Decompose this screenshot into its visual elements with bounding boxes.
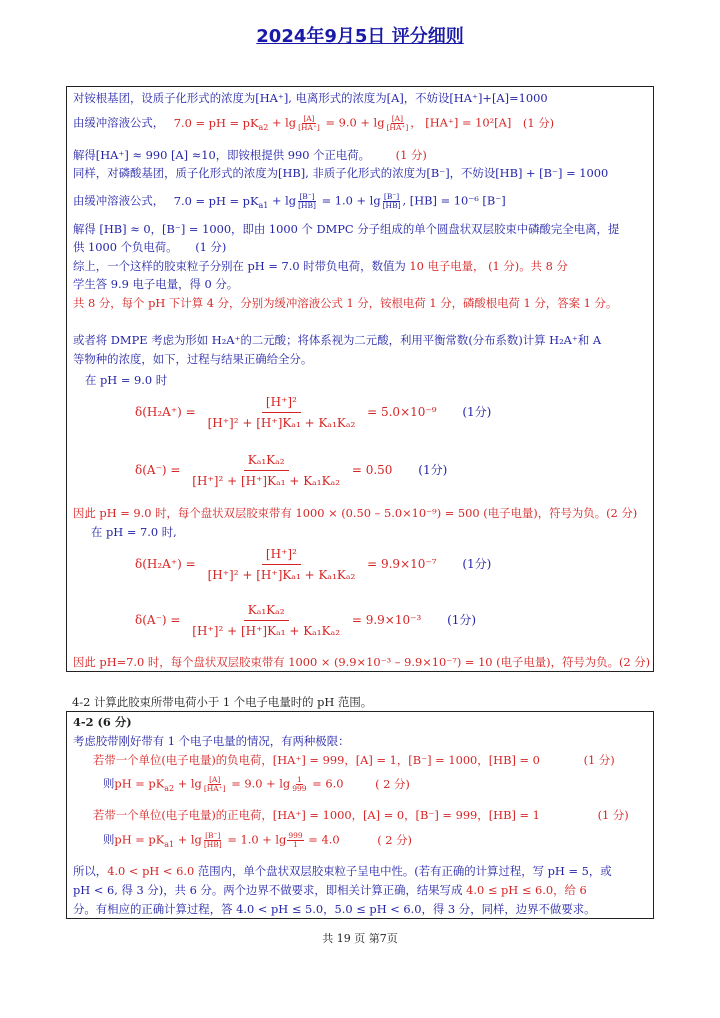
fraction: $\frac{[A]}{[HA^+]}$ bbox=[298, 114, 320, 132]
text-line: 共 8 分，每个 pH 下计算 4 分，分别为缓冲溶液公式 1 分，铵根电荷 1 分，磷酸根电荷 1 分，答案 1 分。 bbox=[73, 296, 618, 310]
distribution-equation: δ(H₂A⁺) = $\frac{\text{[H⁺]²}}{\text{[H⁺]² + [H⁺]Kₐ₁ + Kₐ₁Kₐ₂}}$ = 5.0×10⁻⁹ (1分) bbox=[135, 395, 492, 430]
text-line: 考虑胶带刚好带有 1 个电子电量的情况，有两种极限： bbox=[73, 734, 350, 748]
score: (1 分) bbox=[195, 240, 227, 254]
equation: 7.0 = pH = pK bbox=[173, 115, 259, 130]
section-heading: 4-2 (6 分) bbox=[73, 715, 132, 729]
scoring-box-4-1 bbox=[66, 86, 654, 672]
equation: ， [HA⁺] = 10²[A] bbox=[410, 115, 512, 130]
page-footer: 共 19 页 第7页 bbox=[322, 932, 398, 945]
text-line: 同样，对磷酸基团，质子化形式的浓度为[HB], 非质子化形式的浓度为[B⁻]，不妨设[HB] + [B⁻] = 1000 bbox=[73, 166, 609, 180]
subscript: a1 bbox=[258, 200, 269, 210]
fraction: $\frac{[A]}{[HA^+]}$ bbox=[203, 775, 226, 793]
equation-line: 则pH = $pK_{a1} + \lg$ $\frac{[B^-]}{[HB]}$ = 1.0 + lg $\frac{999}{1}$ = 4.0 ( 2 分) bbox=[103, 831, 412, 849]
score: (1分) bbox=[462, 557, 492, 571]
buffer-equation-line bbox=[73, 193, 506, 213]
distribution-equation: δ(A⁻) = $\frac{\text{Kₐ₁Kₐ₂}}{\text{[H⁺]² + [H⁺]Kₐ₁ + Kₐ₁Kₐ₂}}$ = 0.50 (1分) bbox=[135, 453, 448, 488]
fraction: $\frac{[B^-]}{[HB]}$ bbox=[203, 831, 222, 849]
subscript: a2 bbox=[258, 122, 269, 132]
text-line: 因此 pH = 9.0 时，每个盘状双层胶束带有 1000 × (0.50 – 5.0×10⁻⁹) = 500 (电子电量)，符号为负。(2 分) bbox=[73, 506, 638, 520]
score: (1分) bbox=[462, 405, 492, 419]
fraction: $\frac{\text{[H⁺]²}}{\text{[H⁺]² + [H⁺]Kₐ₁ + Kₐ₁Kₐ₂}}$ bbox=[207, 395, 356, 430]
fraction: $\frac{[A]}{[HA^+]}$ bbox=[386, 114, 409, 132]
text-line: 综上，一个这样的胶束粒子分别在 pH = 7.0 时带负电荷，数值为 10 电子电量， (1 分)。共 8 分 bbox=[73, 259, 568, 273]
fraction: $\frac{[B^-]}{[HB]}$ bbox=[382, 192, 401, 210]
equation: 7.0 = pH = pK bbox=[173, 193, 259, 208]
fraction: $\frac{\text{Kₐ₁Kₐ₂}}{\text{[H⁺]² + [H⁺]Kₐ₁ + Kₐ₁Kₐ₂}}$ bbox=[192, 603, 341, 638]
text-line: 学生答 9.9 电子电量，得 0 分。 bbox=[73, 277, 239, 291]
score: ( 2 分) bbox=[377, 832, 412, 847]
question-4-2: 4-2 计算此胶束所带电荷小于 1 个电子电量时的 pH 范围。 bbox=[72, 695, 373, 709]
text-segment: 由缓冲溶液公式， bbox=[73, 115, 165, 130]
text-line: 在 pH = 9.0 时 bbox=[85, 373, 168, 387]
equation: = 9.0 + lg bbox=[321, 115, 385, 130]
fraction: $\frac{999}{1}$ bbox=[288, 831, 303, 849]
text-line: 等物种的浓度，如下，过程与结果正确给全分。 bbox=[73, 352, 313, 366]
score: (1分) bbox=[418, 463, 448, 477]
score: (1 分) bbox=[583, 753, 615, 767]
distribution-equation: δ(H₂A⁺) = $\frac{\text{[H⁺]²}}{\text{[H⁺]² + [H⁺]Kₐ₁ + Kₐ₁Kₐ₂}}$ = 9.9×10⁻⁷ (1分) bbox=[135, 547, 492, 582]
text-line: pH < 6, 得 3 分)，共 6 分。两个边界不做要求，即相关计算正确，结果写成 4.0 ≤ pH ≤ 6.0，给 6 bbox=[73, 883, 587, 897]
fraction: $\frac{\text{[H⁺]²}}{\text{[H⁺]² + [H⁺]Kₐ₁ + Kₐ₁Kₐ₂}}$ bbox=[207, 547, 356, 582]
equation: + lg bbox=[268, 193, 297, 208]
fraction: $\frac{1}{999}$ bbox=[292, 775, 307, 793]
text-line: 供 1000 个负电荷。 (1 分) bbox=[73, 240, 227, 254]
text-line: 解得[HA⁺] ≈ 990 [A] ≈10，即铵根提供 990 个正电荷。 (1 分) bbox=[73, 148, 427, 162]
text-line: 解得 [HB] ≈ 0，[B⁻] = 1000，即由 1000 个 DMPC 分子组成的单个圆盘状双层胶束中磷酸完全电离，提 bbox=[73, 222, 620, 236]
score: (1 分) bbox=[395, 148, 427, 162]
score: ( 2 分) bbox=[375, 776, 410, 791]
text-line: 对铵根基团，设质子化形式的浓度为[HA⁺], 电离形式的浓度为[A]，不妨设[HA⁺]+[A]=1000 bbox=[73, 91, 548, 105]
buffer-equation-line bbox=[73, 115, 554, 135]
text-line: 若带一个单位(电子电量)的正电荷，[HA⁺] = 1000，[A] = 0，[B⁻] = 999，[HB] = 1 (1 分) bbox=[93, 808, 629, 822]
score: (1分) bbox=[447, 613, 477, 627]
text-segment: 由缓冲溶液公式， bbox=[73, 193, 165, 208]
fraction: $\frac{[B^-]}{[HB]}$ bbox=[298, 192, 316, 210]
equation: + lg bbox=[268, 115, 297, 130]
equation: , [HB] = 10⁻⁶ [B⁻] bbox=[402, 193, 506, 208]
text-line: 若带一个单位(电子电量)的负电荷，[HA⁺] = 999，[A] = 1，[B⁻] = 1000，[HB] = 0 (1 分) bbox=[93, 753, 615, 767]
page-title: 2024年9月5日 评分细则 bbox=[256, 26, 464, 47]
equation-line: 则pH = $pK_{a2} + \lg$ $\frac{[A]}{[HA^+]}$ = 9.0 + lg $\frac{1}{999}$ = 6.0 ( 2 分) bbox=[103, 775, 410, 793]
score: (1 分) bbox=[597, 808, 629, 822]
text-line: 所以，4.0 < pH < 6.0 范围内，单个盘状双层胶束粒子呈电中性。(若有正确的计算过程，写 pH = 5，或 bbox=[73, 864, 612, 878]
fraction: $\frac{\text{Kₐ₁Kₐ₂}}{\text{[H⁺]² + [H⁺]Kₐ₁ + Kₐ₁Kₐ₂}}$ bbox=[192, 453, 341, 488]
text-line: 分。有相应的正确计算过程，答 4.0 < pH ≤ 5.0，5.0 ≤ pH < 6.0，得 3 分，同样，边界不做要求。 bbox=[73, 902, 596, 916]
equation: = 1.0 + lg bbox=[317, 193, 381, 208]
scoring-box-4-2 bbox=[66, 711, 654, 919]
score: (1 分) bbox=[522, 115, 555, 130]
text-line: 因此 pH=7.0 时，每个盘状双层胶束带有 1000 × (9.9×10⁻³ – 9.9×10⁻⁷) = 10 (电子电量)，符号为负。(2 分) bbox=[73, 655, 651, 669]
text-line: 或者将 DMPE 考虑为形如 H₂A⁺的二元酸；将体系视为二元酸，利用平衡常数(分布系数)计算 H₂A⁺和 A bbox=[73, 333, 602, 347]
distribution-equation: δ(A⁻) = $\frac{\text{Kₐ₁Kₐ₂}}{\text{[H⁺]² + [H⁺]Kₐ₁ + Kₐ₁Kₐ₂}}$ = 9.9×10⁻³ (1分) bbox=[135, 603, 477, 638]
text-line: 在 pH = 7.0 时, bbox=[91, 525, 177, 539]
